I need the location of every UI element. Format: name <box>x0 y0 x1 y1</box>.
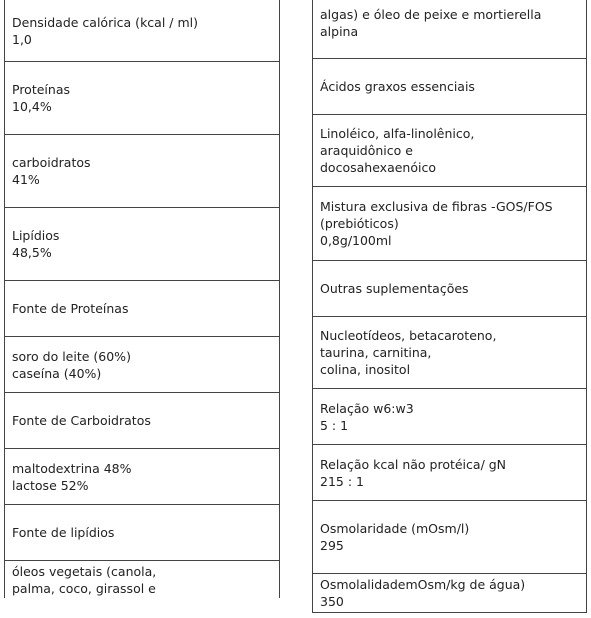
table-cell <box>4 208 280 281</box>
cell-line: 48,5% <box>12 245 52 260</box>
table-cell <box>312 59 587 115</box>
cell-line: lactose 52% <box>12 477 89 493</box>
cell-line: OsmolalidademOsm/kg de água) <box>320 577 526 592</box>
cell-line: 10,4% <box>12 99 52 114</box>
cell-line: Lipídios <box>12 228 60 243</box>
cell-line: soro do leite (60%) <box>12 348 131 364</box>
table-cell <box>312 445 587 501</box>
cell-line: 41% <box>12 172 40 187</box>
cell-line: Relação kcal não protéica/ gN <box>320 456 507 472</box>
table-cell <box>4 337 280 393</box>
table-cell <box>312 389 587 445</box>
table-cell <box>4 62 280 135</box>
cell-line: Mistura exclusiva de fibras -GOS/FOS <box>320 199 553 214</box>
cell-line: óleos vegetais (canola, <box>12 564 157 579</box>
cell-line: Fonte de Proteínas <box>12 301 129 316</box>
cell-line: Ácidos graxos essenciais <box>320 79 475 94</box>
cell-line: taurina, carnitina, <box>320 345 432 360</box>
cell-line: colina, inositol <box>320 362 411 377</box>
table-cell <box>4 393 280 449</box>
cell-line: Proteínas <box>12 82 70 97</box>
table-cell <box>312 501 587 574</box>
cell-line: 5 : 1 <box>320 417 349 433</box>
cell-line: 0,8g/100ml <box>320 233 392 248</box>
cell-line: araquidônico e <box>320 143 413 158</box>
table-cell <box>4 505 280 561</box>
table-cell <box>4 561 280 598</box>
cell-line: Linoléico, alfa-linolênico, <box>320 126 475 141</box>
cell-line: maltodextrina 48% <box>12 460 132 476</box>
cell-line: Relação w6:w3 <box>320 400 414 416</box>
cell-line: Osmolaridade (mOsm/l) <box>320 521 470 536</box>
cell-line: 215 : 1 <box>320 473 364 489</box>
table-cell <box>4 449 280 505</box>
cell-line: Fonte de Carboidratos <box>12 413 151 428</box>
cell-line: Densidade calórica (kcal / ml) <box>12 14 198 30</box>
table-cell <box>4 281 280 337</box>
cell-line: 295 <box>320 538 344 553</box>
cell-line: alpina <box>320 24 359 39</box>
cell-line: Outras suplementações <box>320 281 469 296</box>
table-cell <box>312 317 587 389</box>
cell-line: Nucleotídeos, betacaroteno, <box>320 328 497 343</box>
cell-line: carboidratos <box>12 155 91 170</box>
table-cell <box>4 135 280 208</box>
table-cell <box>312 574 587 613</box>
cell-line: docosahexaenóico <box>320 160 436 175</box>
cell-line: algas) e óleo de peixe e mortierella <box>320 7 542 22</box>
cell-line: caseína (40%) <box>12 365 102 381</box>
cell-line: (prebióticos) <box>320 216 399 231</box>
cell-line: Fonte de lipídios <box>12 525 115 540</box>
table-cell <box>4 0 280 62</box>
cell-line: palma, coco, girassol e <box>12 581 156 596</box>
cell-line: 1,0 <box>12 31 32 47</box>
table-cell <box>312 115 587 187</box>
table-cell <box>312 187 587 261</box>
table-cell <box>312 0 587 59</box>
table-cell <box>312 261 587 317</box>
cell-line: 350 <box>320 594 344 609</box>
